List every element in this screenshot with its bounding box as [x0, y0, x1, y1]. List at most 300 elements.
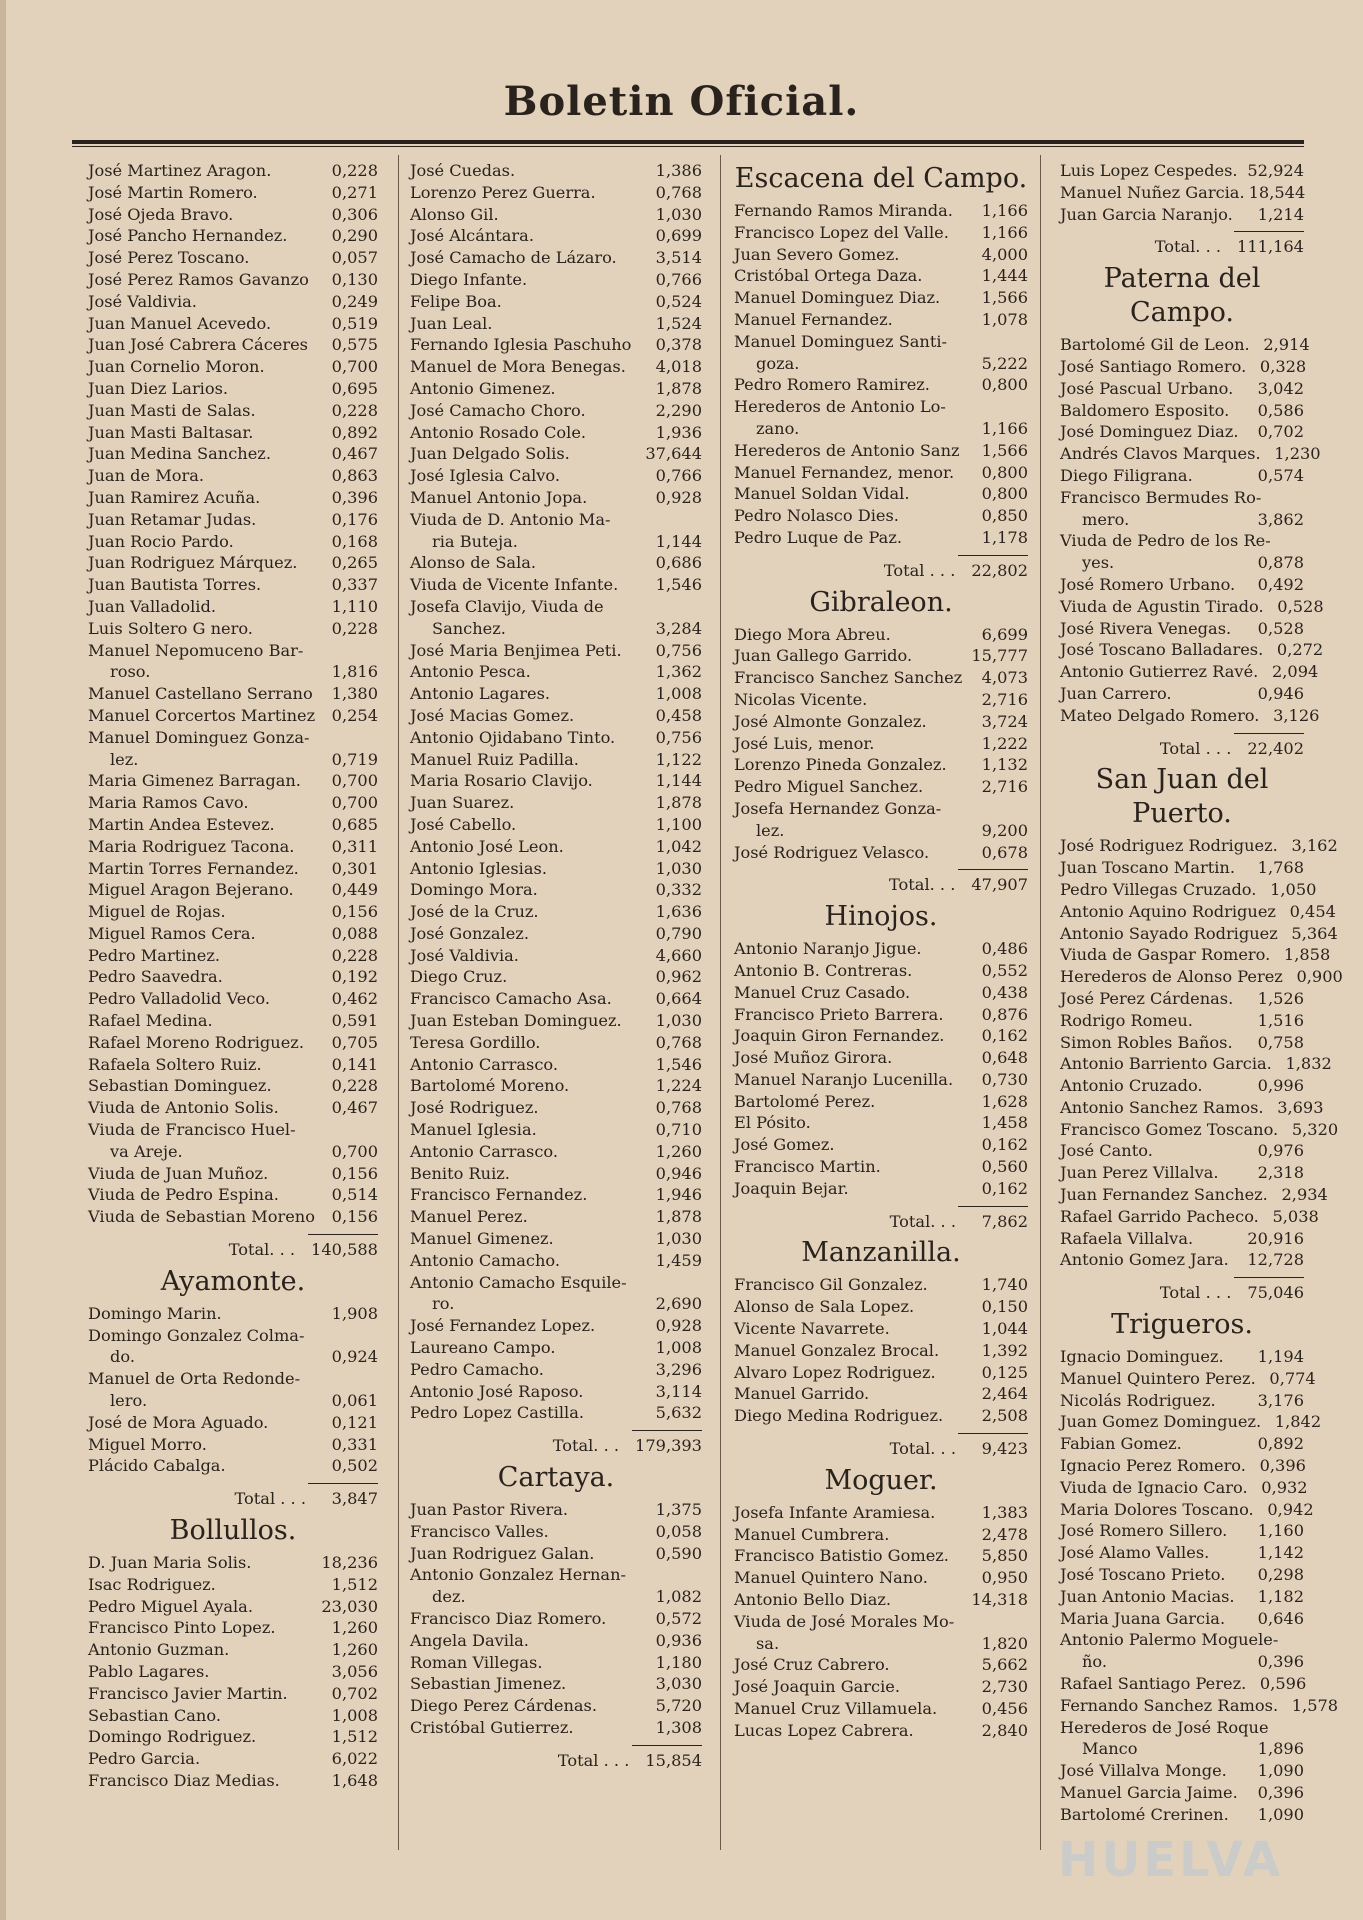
list-item [734, 798, 1028, 820]
entry-value: 0,700 [331, 357, 378, 377]
total-row [410, 1435, 702, 1457]
entry-value: 0,141 [331, 1054, 378, 1074]
entry-name: Diego Cruz. [410, 967, 508, 987]
list-item [410, 945, 702, 967]
entry-name: José Luis, menor. [734, 733, 875, 753]
list-section [734, 586, 1028, 897]
list-section [734, 162, 1028, 582]
entry-value: 1,090 [1257, 1761, 1304, 1781]
entry-name: Ignacio Dominguez. [1060, 1347, 1224, 1367]
list-item [1060, 487, 1304, 509]
entry-value: 0,378 [655, 335, 702, 355]
entry-value: 1,566 [981, 440, 1028, 460]
list-section [410, 160, 702, 1457]
list-item [88, 683, 378, 705]
entry-name: Diego Perez Cárdenas. [410, 1696, 597, 1716]
column-divider [1040, 155, 1041, 1850]
entry-name: Francisco Diaz Medias. [88, 1770, 280, 1790]
list-item [88, 923, 378, 945]
entry-name: Juan Bautista Torres. [88, 575, 262, 595]
list-item [734, 1178, 1028, 1200]
list-section [1060, 763, 1343, 1304]
list-item [88, 1032, 378, 1054]
list-item [410, 1293, 702, 1315]
entry-name: Juan Diez Larios. [88, 378, 229, 398]
list-item [1060, 1368, 1316, 1390]
list-item [1060, 160, 1304, 182]
entry-name: Alvaro Lopez Rodriguez. [734, 1362, 936, 1382]
list-item [410, 1586, 702, 1608]
list-section [1060, 1308, 1339, 1826]
list-item [410, 1119, 702, 1141]
list-item [88, 945, 378, 967]
entry-value: 0,486 [981, 939, 1028, 959]
list-item [88, 749, 378, 771]
entry-name: Sanchez. [432, 618, 506, 638]
entry-value: 1,546 [655, 575, 702, 595]
section-heading: Trigueros. [1111, 1309, 1253, 1341]
entry-value: 1,160 [1257, 1521, 1304, 1541]
entry-name: Antonio Iglesias. [410, 858, 547, 878]
total-value: 140,588 [311, 1240, 378, 1260]
list-section [1060, 262, 1324, 759]
entry-name: Manuel de Orta Redonde- [88, 1369, 301, 1389]
entry-name: Manuel Naranjo Lucenilla. [734, 1069, 954, 1089]
list-item [1060, 1053, 1332, 1075]
list-item [1060, 334, 1310, 356]
list-item [88, 1368, 378, 1390]
entry-value: 1,008 [655, 684, 702, 704]
entry-name: Baldomero Esposito. [1060, 400, 1230, 420]
entry-name: goza. [756, 353, 800, 373]
entry-name: Manuel Garcia Jaime. [1060, 1783, 1238, 1802]
entry-value: 1,260 [331, 1640, 378, 1660]
list-item [88, 1661, 378, 1683]
list-item [410, 1163, 702, 1185]
list-item [1060, 1782, 1304, 1804]
entry-name: José Pancho Hernandez. [88, 226, 288, 246]
entry-value: 1,946 [655, 1185, 702, 1205]
entry-name: Felipe Boa. [410, 291, 502, 311]
entry-value: 3,862 [1257, 509, 1304, 529]
list-item [1060, 1184, 1328, 1206]
list-item [88, 1455, 378, 1477]
list-item [1060, 1433, 1304, 1455]
entry-name: José Perez Toscano. [88, 248, 250, 268]
entry-value: 2,716 [981, 777, 1028, 797]
entry-value: 0,790 [655, 923, 702, 943]
list-item [410, 1075, 702, 1097]
entry-value: 0,648 [981, 1048, 1028, 1068]
list-item [1060, 1390, 1304, 1412]
entry-value: 20,916 [1247, 1228, 1304, 1248]
list-item [410, 509, 702, 531]
column-divider [398, 155, 399, 1850]
entry-name: Sebastian Dominguez. [88, 1076, 272, 1096]
list-item [88, 988, 378, 1010]
list-item [410, 269, 702, 291]
entry-value: 0,290 [331, 226, 378, 246]
list-item [410, 487, 702, 509]
entry-value: 9,200 [981, 820, 1028, 840]
entry-name: Antonio Sanchez Ramos. [1060, 1097, 1264, 1117]
entry-name: Alonso Gil. [410, 204, 499, 224]
entry-name: Viuda de Sebastian Moreno [88, 1207, 315, 1227]
entry-name: Teresa Gordillo. [410, 1032, 541, 1052]
list-item [1060, 1010, 1304, 1032]
list-item [410, 901, 702, 923]
section-heading: San Juan del Puerto. [1095, 764, 1269, 830]
list-item [88, 160, 378, 182]
list-item [88, 1639, 378, 1661]
list-item [410, 1337, 702, 1359]
list-item [88, 1748, 378, 1770]
entry-value: 2,840 [981, 1720, 1028, 1740]
entry-name: Josefa Hernandez Gonza- [734, 798, 942, 818]
entry-value: 0,586 [1257, 400, 1304, 420]
entry-value: 1,444 [981, 266, 1028, 286]
entry-name: Juan Gomez Dominguez. [1060, 1412, 1262, 1432]
list-item [88, 1097, 378, 1119]
entry-value: 0,695 [331, 378, 378, 398]
list-item [1060, 1032, 1304, 1054]
entry-name: Vicente Navarrete. [734, 1319, 890, 1339]
entry-value: 37,644 [645, 444, 702, 464]
list-item [88, 901, 378, 923]
entry-name: Bartolomé Perez. [734, 1091, 876, 1111]
entry-value: 0,156 [331, 1207, 378, 1227]
entry-name: José Fernandez Lopez. [410, 1316, 596, 1336]
list-item [734, 1296, 1028, 1318]
entry-value: 1,030 [655, 204, 702, 224]
entry-name: Lorenzo Pineda Gonzalez. [734, 755, 947, 775]
list-item [1060, 857, 1304, 879]
list-item [1060, 1760, 1304, 1782]
list-item [734, 1654, 1028, 1676]
masthead-title: Boletin Oficial. [503, 78, 860, 125]
list-item [734, 396, 1028, 418]
entry-name: Antonio Rosado Cole. [410, 422, 587, 442]
column-divider [720, 155, 721, 1850]
entry-name: Antonio José Raposo. [410, 1381, 584, 1401]
entry-name: lez. [110, 749, 139, 769]
list-item [88, 1303, 378, 1325]
entry-name: Lorenzo Perez Guerra. [410, 182, 596, 202]
list-item [734, 1340, 1028, 1362]
list-item [410, 443, 702, 465]
entry-value: 0,331 [331, 1434, 378, 1454]
entry-name: José Dominguez Diaz. [1060, 422, 1239, 442]
entry-value: 0,156 [331, 1163, 378, 1183]
entry-name: Miguel Aragon Bejerano. [88, 880, 294, 900]
entry-name: Manuel Dominguez Santi- [734, 331, 948, 351]
list-item [88, 727, 378, 749]
list-item [734, 244, 1028, 266]
entry-name: Fernando Ramos Miranda. [734, 201, 953, 220]
entry-value: 4,660 [655, 945, 702, 965]
list-item [88, 443, 378, 465]
entry-name: Cristóbal Gutierrez. [410, 1717, 574, 1737]
entry-value: 1,030 [655, 1229, 702, 1249]
entry-value: 0,946 [1257, 683, 1304, 703]
list-item [88, 1596, 378, 1618]
entry-value: 0,438 [981, 982, 1028, 1002]
entry-value: 1,878 [655, 1207, 702, 1227]
entry-name: Herederos de Alonso Perez [1060, 967, 1283, 987]
list-item [734, 689, 1028, 711]
entry-value: 0,575 [331, 335, 378, 355]
list-item [88, 204, 378, 226]
entry-value: 0,337 [331, 575, 378, 595]
entry-name: Diego Filigrana. [1060, 465, 1193, 485]
list-item [410, 1630, 702, 1652]
entry-value: 0,249 [331, 291, 378, 311]
entry-value: 0,700 [331, 793, 378, 813]
entry-value: 1,230 [1274, 444, 1321, 464]
list-item [1060, 596, 1324, 618]
entry-name: Manuel Quintero Perez. [1060, 1368, 1256, 1388]
entry-value: 0,228 [331, 161, 378, 180]
total-value: 22,802 [971, 560, 1028, 580]
list-item [88, 792, 378, 814]
entry-value: 0,876 [981, 1004, 1028, 1024]
entry-name: José Joaquin Garcie. [734, 1677, 900, 1697]
entry-name: José Rodriguez. [410, 1098, 539, 1118]
entry-name: Juan de Mora. [88, 466, 205, 486]
entry-value: 0,162 [981, 1178, 1028, 1198]
entry-value: 1,132 [981, 755, 1028, 775]
list-item [410, 378, 702, 400]
list-item [88, 574, 378, 596]
header-rule [72, 140, 1304, 144]
entry-value: 0,396 [1257, 1783, 1304, 1802]
list-item [88, 334, 378, 356]
entry-value: 0,271 [331, 182, 378, 202]
entry-value: 0,756 [655, 727, 702, 747]
entry-value: 0,552 [981, 960, 1028, 980]
entry-name: Diego Mora Abreu. [734, 624, 891, 644]
entry-value: 0,492 [1257, 574, 1304, 594]
section-heading: Manzanilla. [801, 1237, 961, 1269]
entry-value: 1,260 [331, 1618, 378, 1638]
list-item [88, 400, 378, 422]
entry-name: Pedro Garcia. [88, 1749, 201, 1769]
entry-name: Martin Andea Estevez. [88, 814, 275, 834]
entry-name: Francisco Gil Gonzalez. [734, 1275, 928, 1295]
entry-name: ño. [1082, 1652, 1108, 1672]
list-item [734, 842, 1028, 864]
entry-name: Miguel Ramos Cera. [88, 923, 256, 943]
entry-name: roso. [110, 662, 151, 682]
entry-value: 1,110 [331, 596, 378, 616]
entry-name: Juan Esteban Dominguez. [410, 1011, 622, 1031]
entry-value: 0,950 [981, 1568, 1028, 1588]
entry-value: 0,176 [331, 509, 378, 529]
entry-name: Manuel Cruz Casado. [734, 982, 911, 1002]
entry-name: Luis Lopez Cespedes. [1060, 161, 1238, 180]
entry-name: yes. [1082, 553, 1115, 573]
entry-name: José de la Cruz. [410, 902, 539, 922]
entry-value: 1,144 [655, 771, 702, 791]
entry-value: 1,214 [1257, 204, 1304, 224]
entry-name: Simon Robles Baños. [1060, 1032, 1233, 1052]
entry-name: Sebastian Cano. [88, 1705, 221, 1725]
list-item [734, 1047, 1028, 1069]
entry-value: 1,459 [655, 1250, 702, 1270]
entry-name: Juan Toscano Martin. [1060, 858, 1235, 878]
entry-value: 1,050 [1270, 879, 1317, 899]
entry-value: 2,716 [981, 689, 1028, 709]
list-item [410, 1381, 702, 1403]
entry-name: Joaquin Giron Fernandez. [734, 1026, 945, 1046]
total-label: Total. . . [889, 875, 956, 895]
entry-name: Maria Rosario Clavijo. [410, 771, 593, 791]
total-row [734, 874, 1028, 896]
list-item [88, 531, 378, 553]
entry-value: 2,508 [981, 1406, 1028, 1426]
entry-value: 0,458 [655, 705, 702, 725]
total-label: Total. . . [552, 1436, 620, 1456]
entry-value: 0,936 [655, 1630, 702, 1650]
list-item [410, 204, 702, 226]
list-item [1060, 1804, 1304, 1826]
entry-value: 0,768 [655, 1032, 702, 1052]
entry-value: 3,056 [331, 1662, 378, 1681]
entry-value: 1,512 [331, 1727, 378, 1747]
list-item [1060, 1411, 1322, 1433]
entry-name: Domingo Marin. [88, 1303, 222, 1323]
entry-value: 0,766 [655, 269, 702, 289]
list-item [410, 988, 702, 1010]
list-item [88, 814, 378, 836]
entry-name: Pedro Villegas Cruzado. [1060, 879, 1257, 899]
section-heading: Bollullos. [169, 1515, 297, 1547]
list-item [1060, 661, 1319, 683]
entry-name: Juan Antonio Macias. [1060, 1586, 1235, 1606]
entry-name: José Pascual Urbano. [1060, 378, 1234, 398]
entry-value: 1,832 [1285, 1054, 1332, 1074]
entry-name: Manuel Ruiz Padilla. [410, 749, 579, 769]
entry-value: 0,265 [331, 553, 378, 573]
entry-name: José Canto. [1060, 1141, 1153, 1161]
list-item [734, 287, 1028, 309]
entry-name: Viuda de José Morales Mo- [734, 1611, 955, 1631]
list-item [734, 667, 1028, 689]
list-section [88, 160, 378, 1261]
entry-value: 0,519 [331, 313, 378, 333]
entry-value: 3,042 [1257, 378, 1304, 398]
entry-value: 1,842 [1274, 1412, 1322, 1432]
entry-name: mero. [1082, 509, 1130, 529]
entry-name: Juan Rodriguez Galan. [410, 1543, 595, 1563]
list-item [88, 269, 378, 291]
entry-name: sa. [756, 1633, 780, 1653]
entry-name: Francisco Batistio Gomez. [734, 1546, 949, 1566]
entry-value: 0,932 [1261, 1477, 1308, 1497]
entry-name: Rafael Moreno Rodriguez. [88, 1032, 304, 1052]
entry-name: Juan Carrero. [1060, 683, 1172, 703]
total-value: 3,847 [331, 1489, 378, 1509]
list-item [734, 1611, 1028, 1633]
entry-name: Juan Ramirez Acuña. [88, 487, 261, 507]
sum-rule [632, 1430, 702, 1431]
list-item [734, 265, 1028, 287]
list-item [1060, 182, 1304, 204]
entry-value: 0,058 [655, 1521, 702, 1541]
list-item [410, 1184, 702, 1206]
list-item [88, 1163, 378, 1185]
entry-value: 0,996 [1257, 1076, 1304, 1096]
entry-value: 1,908 [331, 1303, 378, 1323]
entry-name: lez. [756, 820, 785, 840]
entry-value: 1,090 [1257, 1804, 1304, 1824]
entry-name: Nicolas Vicente. [734, 689, 868, 709]
entry-name: Antonio Bello Diaz. [734, 1590, 892, 1610]
entry-value: 1,224 [655, 1076, 702, 1096]
entry-name: Diego Medina Rodriguez. [734, 1406, 944, 1426]
total-row [734, 1211, 1028, 1233]
entry-name: lero. [110, 1391, 148, 1411]
entry-value: 0,700 [331, 1141, 378, 1161]
entry-value: 23,030 [321, 1596, 378, 1616]
entry-name: Alonso de Sala. [410, 553, 537, 573]
list-item [410, 1673, 702, 1695]
list-item [88, 1390, 378, 1412]
entry-name: José Alamo Valles. [1060, 1543, 1210, 1563]
list-item [734, 1134, 1028, 1156]
entry-name: Viuda de Vicente Infante. [410, 575, 619, 595]
section-heading: Ayamonte. [160, 1265, 306, 1297]
entry-name: Pedro Lopez Castilla. [410, 1403, 585, 1423]
entry-value: 1,566 [981, 288, 1028, 308]
entry-name: Antonio Barriento Garcia. [1060, 1054, 1272, 1074]
entry-value: 14,318 [971, 1590, 1028, 1610]
entry-value: 1,030 [655, 858, 702, 878]
list-item [1060, 879, 1317, 901]
entry-value: 0,057 [331, 248, 378, 268]
list-item [410, 683, 702, 705]
total-label: Total . . . [1159, 1283, 1232, 1303]
entry-value: 0,121 [331, 1412, 378, 1432]
entry-value: 1,458 [981, 1113, 1028, 1133]
list-item [88, 182, 378, 204]
entry-value: 0,332 [655, 880, 702, 900]
sum-rule [308, 1483, 378, 1484]
list-item [88, 1726, 378, 1748]
entry-value: 1,142 [1257, 1543, 1304, 1563]
entry-value: 3,296 [655, 1359, 702, 1379]
entry-value: 0,710 [655, 1120, 702, 1140]
entry-value: 1,896 [1257, 1739, 1304, 1759]
entry-name: José Cuedas. [410, 161, 516, 180]
entry-name: Rodrigo Romeu. [1060, 1010, 1193, 1030]
entry-name: Maria Juana Garcia. [1060, 1608, 1226, 1628]
total-value: 47,907 [971, 875, 1028, 895]
entry-value: 0,962 [655, 967, 702, 987]
list-item [734, 820, 1028, 842]
entry-name: Pedro Nolasco Dies. [734, 506, 899, 526]
entry-value: 4,073 [981, 668, 1028, 688]
entry-name: Viuda de Francisco Huel- [88, 1120, 296, 1140]
entry-name: Cristóbal Ortega Daza. [734, 266, 923, 286]
entry-name: Manuel Gimenez. [410, 1229, 554, 1249]
list-item [410, 1608, 702, 1630]
list-item [1060, 683, 1304, 705]
entry-value: 0,311 [331, 836, 378, 856]
entry-value: 2,914 [1263, 335, 1310, 355]
list-item [410, 531, 702, 553]
list-item [734, 374, 1028, 396]
